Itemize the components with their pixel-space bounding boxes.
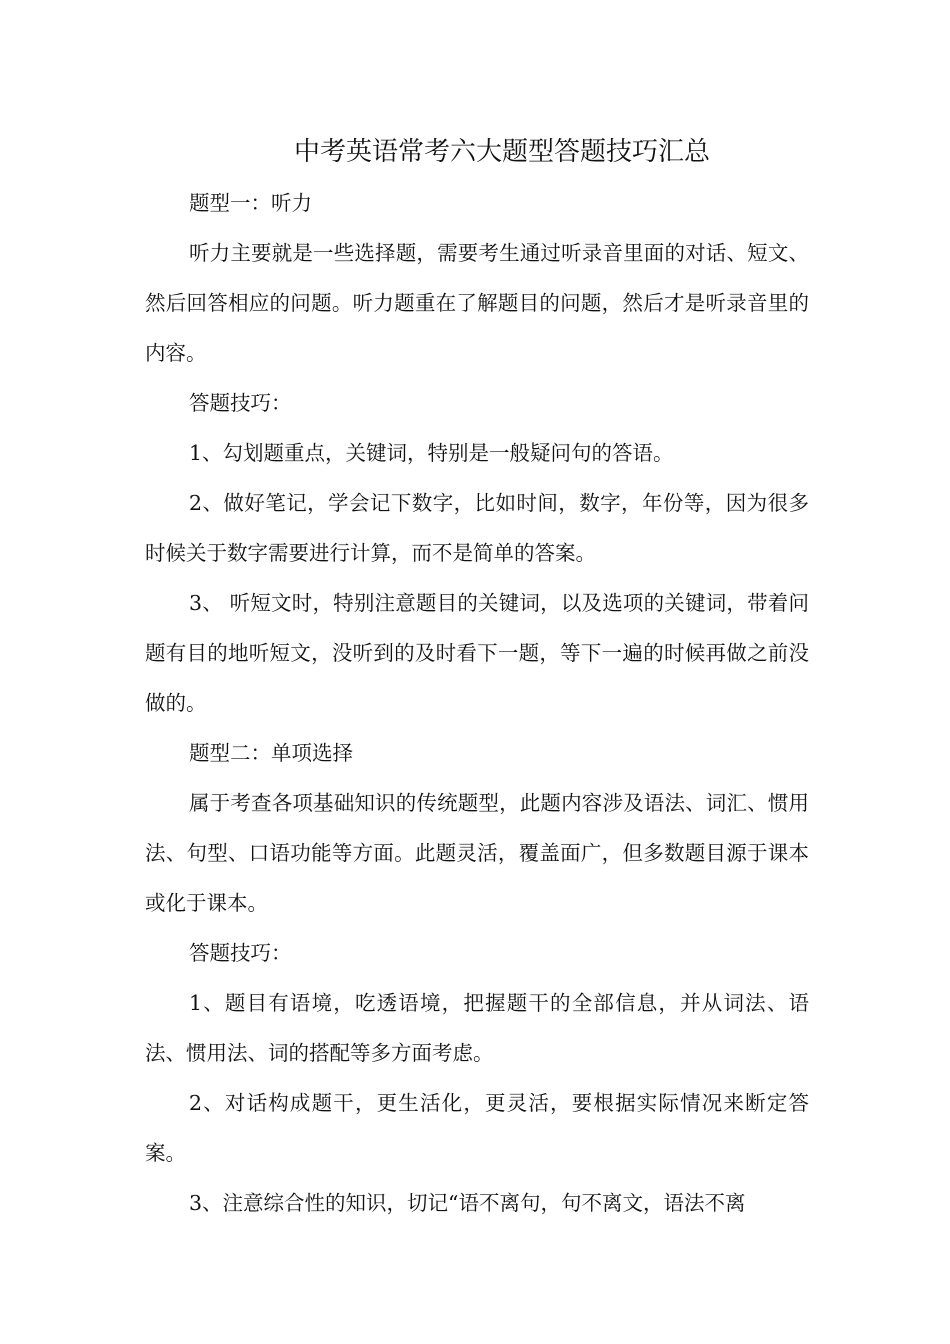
section-heading-listening: 题型一：听力: [189, 191, 312, 215]
document-body: [145, 178, 809, 1228]
tip-item: 2、对话构成题干，更生活化，更灵活，要根据实际情况来断定答案。: [145, 1091, 809, 1165]
tip-item: 1、题目有语境，吃透语境，把握题干的全部信息，并从词法、语法、惯用法、词的搭配等多方面考虑。: [145, 991, 809, 1065]
tip-item: 3、注意综合性的知识，切记“语不离句，句不离文，语法不离: [189, 1191, 746, 1215]
document-title: 中考英语常考六大题型答题技巧汇总: [293, 137, 710, 167]
section-heading-multiple-choice: 题型二：单项选择: [189, 741, 353, 765]
tips-heading: 答题技巧：: [189, 391, 292, 415]
tip-item: 2、做好笔记，学会记下数字，比如时间，数字，年份等，因为很多时候关于数字需要进行计算，而不是简单的答案。: [145, 491, 809, 565]
paragraph: 听力主要就是一些选择题，需要考生通过听录音里面的对话、短文、然后回答相应的问题。听力题重在了解题目的问题，然后才是听录音里的内容。: [145, 241, 809, 365]
tip-item: 3、 听短文时，特别注意题目的关键词，以及选项的关键词，带着问题有目的地听短文，没听到的及时看下一题，等下一遍的时候再做之前没做的。: [145, 591, 809, 715]
tip-item: 1、勾划题重点，关键词，特别是一般疑问句的答语。: [189, 441, 674, 465]
paragraph: 属于考查各项基础知识的传统题型，此题内容涉及语法、词汇、惯用法、句型、口语功能等方面。此题灵活，覆盖面广，但多数题目源于课本或化于课本。: [145, 791, 809, 915]
tips-heading: 答题技巧：: [189, 941, 292, 965]
